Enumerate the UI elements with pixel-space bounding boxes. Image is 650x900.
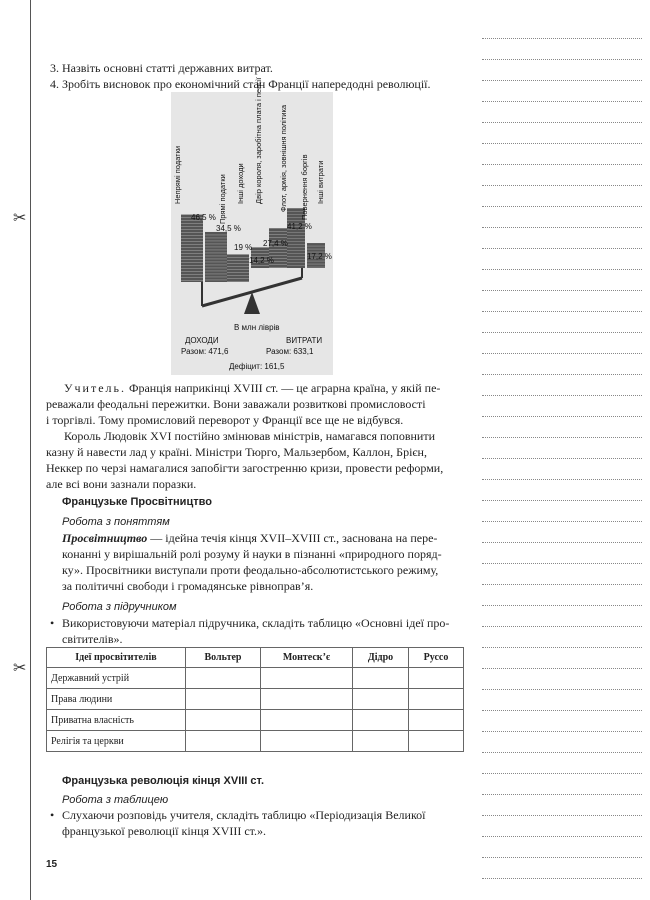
bullet: • [50, 808, 55, 822]
line: і торгівлі. Тому промисловий переворот у Франції все ще не відбувся. [46, 413, 404, 427]
note-line [482, 857, 642, 858]
note-line [482, 80, 642, 81]
label-fleet: Флот, армія, зовнішня політика [279, 104, 288, 212]
table-cell[interactable] [261, 689, 353, 710]
note-line [482, 521, 642, 522]
header-cell: Дідро [353, 648, 409, 668]
note-line [482, 647, 642, 648]
table-cell[interactable] [409, 710, 464, 731]
note-line [482, 164, 642, 165]
value-label: 27,4 % [263, 239, 288, 248]
table-cell[interactable] [353, 731, 409, 752]
note-line [482, 836, 642, 837]
cut-line [30, 0, 31, 900]
line: Франція наприкінці XVIII ст. — це аграрна країна, у якій пе- [128, 381, 441, 395]
term: Просвітництво [62, 531, 148, 545]
chart-title: В млн ліврів [234, 323, 280, 332]
table-cell[interactable] [261, 710, 353, 731]
line: ку». Просвітники виступали проти феодально-абсолютистського режиму, [62, 563, 439, 577]
budget-chart [171, 77, 333, 375]
note-line [482, 416, 642, 417]
label-debt: Повернення боргів [300, 154, 309, 220]
subheading-concept: Робота з поняттям [62, 516, 170, 528]
note-line [482, 227, 642, 228]
note-line [482, 878, 642, 879]
line: Король Людовік XVI постійно змінював міністрів, намагався поповнити [64, 429, 436, 443]
note-line [482, 206, 642, 207]
value-label: 14,2 % [249, 256, 274, 265]
note-line [482, 710, 642, 711]
subheading-textbook: Робота з підручником [62, 601, 177, 613]
label-other-expenses: Інші витрати [316, 160, 325, 204]
table-cell[interactable] [409, 731, 464, 752]
section-heading-enlightenment: Французьке Просвітництво [62, 496, 212, 508]
teacher-lead: Учитель. [64, 381, 126, 395]
note-line [482, 689, 642, 690]
table-cell[interactable] [186, 710, 261, 731]
table-row [47, 731, 464, 752]
table-row [47, 689, 464, 710]
note-line [482, 374, 642, 375]
expenses-label: ВИТРАТИ [286, 336, 323, 345]
note-line [482, 395, 642, 396]
note-line [482, 731, 642, 732]
scissors-icon: ✂ [13, 658, 27, 677]
label-indirect-taxes: Непрямі податки [173, 145, 182, 204]
income-label: ДОХОДИ [185, 336, 219, 345]
note-line [482, 458, 642, 459]
note-line [482, 269, 642, 270]
line: Слухаючи розповідь учителя, складіть таблицю «Періодизація Великої [62, 808, 426, 822]
note-line [482, 248, 642, 249]
bullet: • [50, 616, 55, 630]
note-line [482, 185, 642, 186]
line: але всі вони зазнали поразки. [46, 477, 197, 491]
bar [181, 215, 203, 282]
line: Використовуючи матеріал підручника, складіть таблицю «Основні ідеї про- [62, 616, 450, 630]
table-cell[interactable] [261, 731, 353, 752]
table-cell[interactable] [186, 668, 261, 689]
label-other-income: Інші доходи [236, 163, 245, 204]
income-total: Разом: 471,6 [181, 347, 229, 356]
line: Неккер по черзі намагалися запобігти загостренню кризи, провести реформи, [46, 461, 444, 475]
subheading-table: Робота з таблицею [62, 794, 169, 806]
note-line [482, 794, 642, 795]
note-line [482, 563, 642, 564]
label-court: Двір короля, заробітна плата і пенсії [254, 77, 263, 204]
table-cell[interactable] [261, 668, 353, 689]
deficit-label: Дефіцит: 161,5 [229, 362, 285, 371]
table-cell[interactable] [353, 668, 409, 689]
note-line [482, 290, 642, 291]
note-line [482, 752, 642, 753]
note-line [482, 122, 642, 123]
note-line [482, 626, 642, 627]
question-3: 3. Назвіть основні статті державних витрат. [50, 61, 273, 75]
row-label: Приватна власність [47, 710, 186, 731]
table-row [47, 710, 464, 731]
definition-paragraph [62, 530, 464, 594]
bar [227, 254, 249, 282]
note-line [482, 143, 642, 144]
header-cell: Вольтер [186, 648, 261, 668]
header-cell: Руссо [409, 648, 464, 668]
table-header-row [47, 648, 464, 668]
row-label: Права людини [47, 689, 186, 710]
header-cell: Монтеск’є [261, 648, 353, 668]
note-line [482, 668, 642, 669]
note-line [482, 353, 642, 354]
table-row [47, 668, 464, 689]
value-label: 19 % [234, 243, 253, 252]
bar [205, 232, 227, 282]
note-line [482, 101, 642, 102]
note-line [482, 332, 642, 333]
question-4: 4. Зробіть висновок про економічний стан Франції напередодні революції. [50, 77, 431, 91]
note-line [482, 542, 642, 543]
label-direct-taxes: Прямі податки [218, 174, 227, 224]
task-paragraph-2 [62, 807, 464, 839]
row-label: Державний устрій [47, 668, 186, 689]
value-label: 17,2 % [307, 252, 332, 261]
task-paragraph [62, 615, 464, 647]
note-line [482, 38, 642, 39]
scissors-icon: ✂ [13, 208, 27, 227]
line: — ідейна течія кінця XVII–XVIII ст., заснована на пере- [147, 531, 438, 545]
line: французької революції кінця XVIII ст.». [62, 824, 267, 838]
note-line [482, 815, 642, 816]
teacher-paragraph [46, 380, 464, 492]
line: казну й навести лад у країні. Міністри Тюрго, Мальзербом, Каллон, Брієн, [46, 445, 427, 459]
note-line [482, 773, 642, 774]
chart-canvas [171, 92, 333, 375]
value-label: 46,5 % [191, 213, 216, 222]
scale-fulcrum [244, 292, 260, 314]
line: світителів». [62, 632, 123, 646]
table-cell[interactable] [409, 689, 464, 710]
value-label: 41,2 % [287, 222, 312, 231]
note-line [482, 59, 642, 60]
note-line [482, 437, 642, 438]
ideas-table [46, 647, 464, 752]
header-cell: Ідеї просвітителів [47, 648, 186, 668]
line: реважали феодальні пережитки. Вони заважали розвиткові промисловості [46, 397, 426, 411]
page-number: 15 [46, 859, 58, 870]
row-label: Релігія та церкви [47, 731, 186, 752]
note-line [482, 500, 642, 501]
section-heading-revolution: Французька революція кінця XVIII ст. [62, 775, 265, 787]
table-cell[interactable] [353, 710, 409, 731]
table-cell[interactable] [409, 668, 464, 689]
note-line [482, 584, 642, 585]
note-line [482, 311, 642, 312]
value-label: 34,5 % [216, 224, 241, 233]
note-line [482, 479, 642, 480]
table-cell[interactable] [353, 689, 409, 710]
expenses-total: Разом: 633,1 [266, 347, 314, 356]
table-cell[interactable] [186, 731, 261, 752]
note-line [482, 605, 642, 606]
table-cell[interactable] [186, 689, 261, 710]
line: за політичні свободи і громадянське рівноправ’я. [62, 579, 314, 593]
line: конанні у вирішальній ролі розуму й науки в пізнанні «природного поряд- [62, 547, 442, 561]
